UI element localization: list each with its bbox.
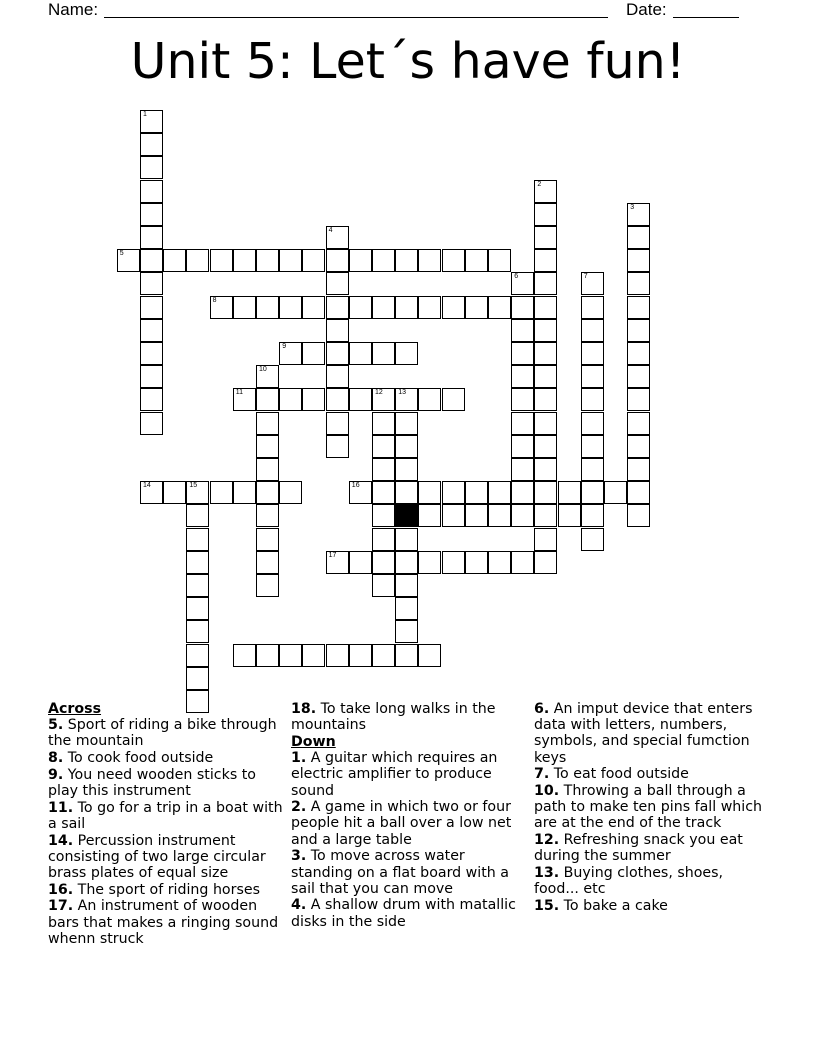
crossword-cell[interactable]	[372, 504, 395, 527]
crossword-cell[interactable]	[395, 435, 418, 458]
clue-number: 14	[143, 482, 151, 490]
crossword-cell[interactable]	[395, 620, 418, 643]
crossword-cell[interactable]	[140, 203, 163, 226]
crossword-cell[interactable]	[395, 644, 418, 667]
crossword-cell[interactable]	[372, 574, 395, 597]
crossword-cell[interactable]	[140, 272, 163, 295]
crossword-cell[interactable]	[395, 597, 418, 620]
crossword-cell[interactable]	[534, 319, 557, 342]
crossword-cell[interactable]	[349, 249, 372, 272]
crossword-cell[interactable]	[465, 504, 488, 527]
clue-text: To bake a cake	[559, 897, 668, 914]
crossword-cell[interactable]	[534, 528, 557, 551]
crossword-cell[interactable]	[256, 458, 279, 481]
crossword-cell[interactable]	[581, 528, 604, 551]
crossword-cell[interactable]	[395, 249, 418, 272]
crossword-cell[interactable]	[511, 481, 534, 504]
crossword-cell[interactable]	[581, 342, 604, 365]
crossword-cell[interactable]	[256, 528, 279, 551]
crossword-cell[interactable]	[558, 504, 581, 527]
crossword-cell[interactable]	[233, 249, 256, 272]
crossword-cell[interactable]	[511, 365, 534, 388]
crossword-cell[interactable]	[326, 226, 349, 249]
crossword-cell[interactable]	[534, 342, 557, 365]
clue-number: 18.	[291, 701, 317, 717]
crossword-cell[interactable]	[395, 412, 418, 435]
clue-item	[48, 833, 284, 882]
crossword-cell[interactable]	[186, 551, 209, 574]
clue-text: Buying clothes, shoes, food... etc	[534, 865, 724, 898]
crossword-cell[interactable]	[534, 296, 557, 319]
crossword-cell[interactable]	[326, 644, 349, 667]
crossword-cell[interactable]	[627, 249, 650, 272]
crossword-cell[interactable]	[349, 342, 372, 365]
crossword-cell[interactable]	[372, 481, 395, 504]
crossword-cell[interactable]	[186, 667, 209, 690]
crossword-cell[interactable]	[372, 528, 395, 551]
crossword-cell[interactable]	[627, 296, 650, 319]
crossword-cell[interactable]	[558, 481, 581, 504]
clue-item	[48, 750, 284, 767]
crossword-cell[interactable]	[372, 435, 395, 458]
clue-number: 16	[351, 482, 360, 490]
crossword-cell[interactable]	[302, 644, 325, 667]
clue-item	[534, 766, 770, 783]
crossword-cell[interactable]	[233, 644, 256, 667]
crossword-cell[interactable]	[186, 481, 209, 504]
crossword-cell[interactable]	[627, 412, 650, 435]
clue-item	[534, 898, 770, 915]
crossword-cell[interactable]	[140, 342, 163, 365]
clue-text: To go for a trip in a boat with a sail	[48, 799, 283, 832]
crossword-cell[interactable]	[627, 388, 650, 411]
clue-number: 4.	[291, 897, 307, 914]
crossword-cell[interactable]	[326, 249, 349, 272]
crossword-cell[interactable]	[163, 249, 186, 272]
crossword-cell[interactable]	[349, 296, 372, 319]
crossword-cell[interactable]	[279, 249, 302, 272]
crossword-cell[interactable]	[349, 644, 372, 667]
clue-number: 8	[212, 296, 217, 304]
clue-number: 8.	[48, 750, 64, 767]
crossword-cell[interactable]	[326, 388, 349, 411]
crossword-cell[interactable]	[534, 272, 557, 295]
crossword-cell[interactable]	[534, 435, 557, 458]
page-title: Unit 5: Let´s have fun!	[130, 33, 686, 90]
clue-text: Percussion instrument consisting of two large circular brass plates of equal size	[48, 832, 266, 882]
crossword-cell[interactable]	[418, 644, 441, 667]
crossword-cell[interactable]	[302, 296, 325, 319]
crossword-cell[interactable]	[256, 249, 279, 272]
crossword-cell[interactable]	[186, 574, 209, 597]
crossword-cell[interactable]	[627, 272, 650, 295]
clue-number: 1.	[291, 750, 307, 767]
across-heading: Across	[48, 701, 102, 717]
crossword-cell[interactable]	[372, 296, 395, 319]
clue-text: Throwing a ball through a path to make ten pins fall which are at the end of the track	[534, 783, 763, 832]
crossword-cell[interactable]	[256, 574, 279, 597]
clue-text: An imput device that enters data with letters, numbers, symbols, and special fumction keys	[534, 701, 753, 766]
clue-item	[48, 898, 284, 947]
down-clue-list	[291, 750, 527, 930]
name-label: Name:	[48, 0, 99, 19]
crossword-cell[interactable]	[233, 296, 256, 319]
crossword-cell[interactable]	[233, 388, 256, 411]
clue-text: The sport of riding horses	[73, 881, 260, 898]
crossword-cell[interactable]	[140, 296, 163, 319]
crossword-cell[interactable]	[581, 365, 604, 388]
crossword-cell[interactable]	[465, 481, 488, 504]
crossword-cell[interactable]	[534, 365, 557, 388]
crossword-cell[interactable]	[534, 388, 557, 411]
crossword-cell[interactable]	[140, 180, 163, 203]
crossword-cell[interactable]	[511, 388, 534, 411]
crossword-cell[interactable]	[140, 319, 163, 342]
crossword-cell[interactable]	[627, 435, 650, 458]
across-clue-list	[48, 717, 284, 947]
clue-number: 15.	[534, 897, 560, 914]
crossword-cell[interactable]	[256, 435, 279, 458]
clue-number: 13	[398, 389, 406, 397]
crossword-cell[interactable]	[326, 272, 349, 295]
crossword-cell[interactable]	[418, 296, 441, 319]
clue-number: 3	[630, 203, 635, 211]
crossword-cell[interactable]	[140, 412, 163, 435]
crossword-cell[interactable]	[395, 342, 418, 365]
crossword-cell[interactable]	[326, 435, 349, 458]
crossword-cell[interactable]	[581, 481, 604, 504]
crossword-cell[interactable]	[186, 249, 209, 272]
crossword-cell[interactable]	[627, 481, 650, 504]
clue-text: A shallow drum with matallic disks in the side	[291, 897, 516, 930]
crossword-cell[interactable]	[326, 551, 349, 574]
clue-number: 10	[259, 366, 267, 374]
crossword-cell[interactable]	[442, 551, 465, 574]
crossword-cell[interactable]	[279, 388, 302, 411]
crossword-cell[interactable]	[395, 551, 418, 574]
clue-text: Sport of riding a bike through the mountain	[48, 717, 277, 750]
crossword-cell[interactable]	[627, 226, 650, 249]
crossword-cell[interactable]	[488, 296, 511, 319]
crossword-cell[interactable]	[418, 504, 441, 527]
crossword-cell[interactable]	[256, 388, 279, 411]
crossword-cell[interactable]	[279, 481, 302, 504]
clue-item	[48, 882, 284, 899]
clue-number: 3.	[291, 848, 307, 865]
crossword-cell[interactable]	[256, 296, 279, 319]
crossword-cell[interactable]	[465, 551, 488, 574]
crossword-cell[interactable]	[581, 319, 604, 342]
crossword-cell[interactable]	[418, 249, 441, 272]
clue-number: 10.	[534, 783, 560, 800]
crossword-cell[interactable]	[140, 481, 163, 504]
clues-column-1	[48, 701, 284, 948]
crossword-cell[interactable]	[627, 342, 650, 365]
crossword-cell[interactable]	[488, 249, 511, 272]
clue-number: 9	[282, 343, 287, 350]
crossword-cell[interactable]	[210, 249, 233, 272]
crossword-cell[interactable]	[511, 296, 534, 319]
crossword-cell[interactable]	[604, 481, 627, 504]
crossword-cell[interactable]	[395, 528, 418, 551]
clue-item	[291, 799, 527, 848]
crossword-cell[interactable]	[395, 388, 418, 411]
crossword-cell[interactable]	[442, 481, 465, 504]
clue-number: 12	[375, 389, 383, 397]
crossword-cell[interactable]	[627, 365, 650, 388]
clue-number: 6.	[534, 701, 550, 717]
clue-item	[291, 897, 527, 930]
crossword-cell[interactable]	[581, 388, 604, 411]
crossword-cell[interactable]	[140, 110, 163, 133]
crossword-cell[interactable]	[465, 296, 488, 319]
crossword-cell[interactable]	[534, 180, 557, 203]
clue-number: 16.	[48, 881, 74, 898]
crossword-cell[interactable]	[627, 203, 650, 226]
crossword-cell[interactable]	[372, 458, 395, 481]
crossword-cell[interactable]	[488, 481, 511, 504]
crossword-cell[interactable]	[442, 504, 465, 527]
crossword-cell[interactable]	[256, 412, 279, 435]
crossword-cell[interactable]	[581, 296, 604, 319]
crossword-cell[interactable]	[395, 458, 418, 481]
clue-item	[48, 717, 284, 750]
crossword-cell[interactable]	[395, 574, 418, 597]
crossword-cell[interactable]	[511, 504, 534, 527]
crossword-cell[interactable]	[511, 551, 534, 574]
crossword-cell[interactable]	[395, 481, 418, 504]
clues-column-3	[534, 701, 770, 915]
crossword-cell[interactable]	[279, 644, 302, 667]
crossword-black-cell	[395, 504, 418, 527]
crossword-cell[interactable]	[279, 342, 302, 365]
crossword-cell[interactable]	[256, 644, 279, 667]
crossword-cell[interactable]	[372, 551, 395, 574]
crossword-cell[interactable]	[581, 435, 604, 458]
crossword-cell[interactable]	[186, 644, 209, 667]
crossword-cell[interactable]	[186, 528, 209, 551]
crossword-cell[interactable]	[442, 296, 465, 319]
crossword-cell[interactable]	[140, 156, 163, 179]
clue-text: Refreshing snack you eat during the summer	[534, 832, 743, 865]
crossword-cell[interactable]	[349, 388, 372, 411]
crossword-cell[interactable]	[210, 481, 233, 504]
crossword-cell[interactable]	[349, 551, 372, 574]
crossword-cell[interactable]	[511, 412, 534, 435]
clue-number: 11	[235, 389, 244, 397]
crossword-cell[interactable]	[511, 435, 534, 458]
crossword-cell[interactable]	[302, 249, 325, 272]
crossword-cell[interactable]	[465, 249, 488, 272]
clue-number: 9.	[48, 766, 64, 783]
crossword-cell[interactable]	[534, 412, 557, 435]
clue-number: 6	[514, 273, 519, 281]
clue-text: A guitar which requires an electric amplifier to produce sound	[291, 750, 498, 799]
crossword-cell[interactable]	[627, 458, 650, 481]
crossword-cell[interactable]	[372, 644, 395, 667]
crossword-cell[interactable]	[418, 551, 441, 574]
clue-number: 4	[328, 227, 333, 234]
crossword-cell[interactable]	[442, 388, 465, 411]
crossword-cell[interactable]	[140, 133, 163, 156]
crossword-cell[interactable]	[326, 296, 349, 319]
crossword-cell[interactable]	[256, 365, 279, 388]
crossword-cell[interactable]	[511, 272, 534, 295]
crossword-cell[interactable]	[326, 365, 349, 388]
crossword-cell[interactable]	[372, 342, 395, 365]
crossword-cell[interactable]	[349, 481, 372, 504]
clue-item	[48, 800, 284, 833]
crossword-cell[interactable]	[442, 249, 465, 272]
crossword-cell[interactable]	[372, 412, 395, 435]
clue-number: 17.	[48, 898, 74, 915]
clue-number: 12.	[534, 832, 560, 849]
crossword-cell[interactable]	[511, 342, 534, 365]
clue-number: 7.	[534, 766, 550, 783]
crossword-cell[interactable]	[534, 504, 557, 527]
crossword-cell[interactable]	[534, 203, 557, 226]
crossword-cell[interactable]	[210, 296, 233, 319]
crossword-cell[interactable]	[372, 388, 395, 411]
clue-number: 5.	[48, 717, 64, 734]
crossword-cell[interactable]	[534, 481, 557, 504]
clue-item	[534, 783, 770, 832]
crossword-cell[interactable]	[233, 481, 256, 504]
clue-number: 11.	[48, 799, 74, 816]
crossword-cell[interactable]	[186, 597, 209, 620]
clue-text: To take long walks in the mountains	[291, 701, 496, 734]
clue-number: 15	[189, 482, 198, 490]
clue-item	[534, 701, 770, 766]
clue-item	[534, 865, 770, 898]
crossword-cell[interactable]	[581, 412, 604, 435]
clue-text: An instrument of wooden bars that makes a ringing sound whenn struck	[48, 898, 279, 947]
crossword-cell[interactable]	[581, 272, 604, 295]
crossword-cell[interactable]	[326, 319, 349, 342]
crossword-cell[interactable]	[534, 226, 557, 249]
clue-text: You need wooden sticks to play this instrument	[48, 766, 256, 800]
down-heading: Down	[291, 733, 336, 750]
clue-text: A game in which two or four people hit a ball over a low net and a large table	[291, 799, 512, 848]
clue-number: 13.	[534, 865, 560, 882]
crossword-cell[interactable]	[302, 388, 325, 411]
crossword-cell[interactable]	[534, 551, 557, 574]
crossword-cell[interactable]	[326, 412, 349, 435]
clue-text: To move across water standing on a flat board with a sail that you can move	[291, 848, 509, 897]
crossword-cell[interactable]	[581, 504, 604, 527]
crossword-cell[interactable]	[256, 481, 279, 504]
clue-item	[291, 750, 527, 799]
clues-column-2	[291, 701, 527, 930]
crossword-cell[interactable]	[140, 249, 163, 272]
crossword-cell[interactable]	[581, 458, 604, 481]
crossword-cell[interactable]	[511, 319, 534, 342]
crossword-cell[interactable]	[418, 481, 441, 504]
crossword-cell[interactable]	[117, 249, 140, 272]
clue-number: 7	[583, 273, 588, 281]
crossword-cell[interactable]	[256, 504, 279, 527]
clue-text: To eat food outside	[549, 766, 689, 783]
clue-number: 17	[328, 551, 337, 559]
clue-number: 2.	[291, 799, 307, 816]
crossword-cell[interactable]	[140, 388, 163, 411]
crossword-cell[interactable]	[511, 458, 534, 481]
down-clue-list-continued	[534, 701, 770, 915]
crossword-cell[interactable]	[279, 296, 302, 319]
clue-item	[291, 701, 527, 734]
clue-number: 1	[143, 111, 147, 118]
crossword-cell[interactable]	[627, 504, 650, 527]
crossword-cell[interactable]	[302, 342, 325, 365]
crossword-cell[interactable]	[534, 458, 557, 481]
clue-item	[48, 767, 284, 800]
clue-text: To cook food outside	[63, 750, 214, 767]
crossword-cell[interactable]	[140, 226, 163, 249]
crossword-cell[interactable]	[534, 249, 557, 272]
crossword-cell[interactable]	[395, 296, 418, 319]
crossword-cell[interactable]	[488, 551, 511, 574]
clue-number: 5	[119, 250, 124, 258]
crossword-cell[interactable]	[140, 365, 163, 388]
crossword-cell[interactable]	[256, 551, 279, 574]
crossword-cell[interactable]	[186, 504, 209, 527]
clue-item	[534, 832, 770, 865]
crossword-cell[interactable]	[372, 249, 395, 272]
crossword-cell[interactable]	[326, 342, 349, 365]
crossword-cell[interactable]	[627, 319, 650, 342]
date-label: Date:	[626, 0, 667, 19]
crossword-cell[interactable]	[163, 481, 186, 504]
clue-number: 14.	[48, 832, 74, 849]
clue-number: 2	[537, 180, 542, 188]
crossword-cell[interactable]	[488, 504, 511, 527]
across-clue-list-continued	[291, 701, 527, 734]
clue-item	[291, 848, 527, 897]
crossword-cell[interactable]	[418, 388, 441, 411]
crossword-cell[interactable]	[186, 620, 209, 643]
